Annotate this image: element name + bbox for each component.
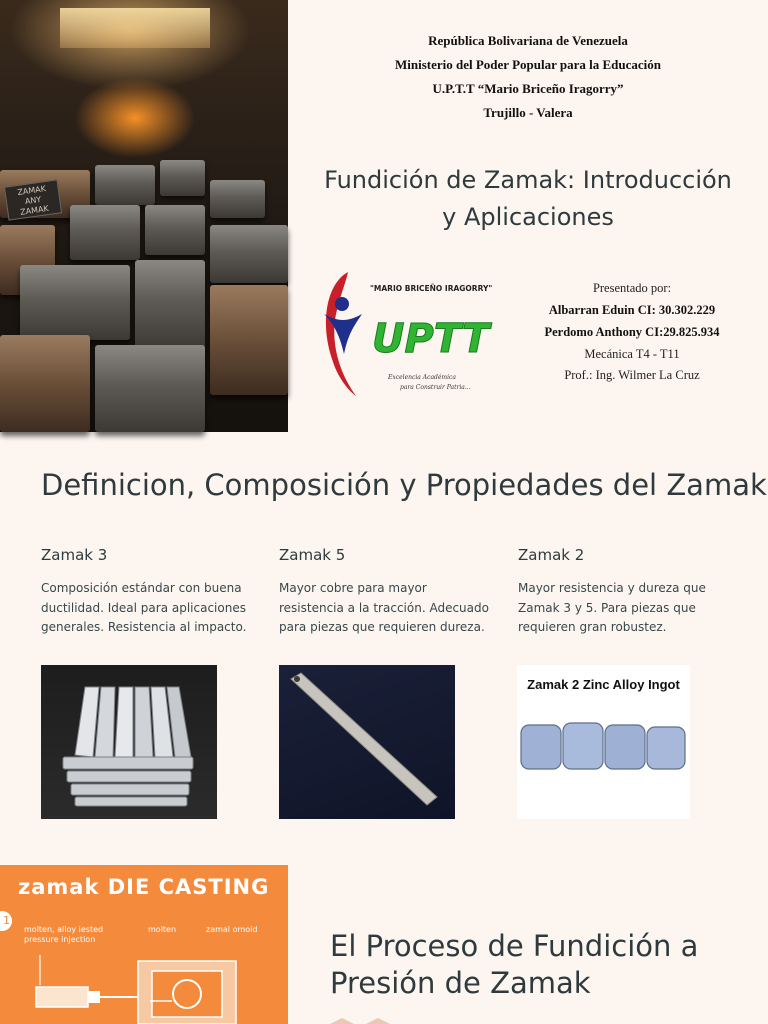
section-title-process: El Proceso de Fundición a Presión de Zamak — [330, 929, 699, 1000]
course: Mecánica T4 - T11 — [584, 347, 680, 361]
zamak3-photo — [41, 665, 217, 819]
zamak3-description: Composición estándar con buena ductilidad. Ideal para aplicaciones generales. Resistencia al impacto. — [41, 581, 247, 634]
ingot — [0, 335, 90, 432]
professor: Prof.: Ing. Wilmer La Cruz — [564, 368, 700, 382]
page-title: Fundición de Zamak: Introducción y Aplicaciones — [324, 166, 732, 231]
ingot-stamp: ZAMAK ANY ZAMAK — [4, 179, 62, 220]
zamak3-heading: Zamak 3 — [41, 546, 108, 564]
diagram-title: zamak DIE CASTING — [18, 875, 270, 899]
hero-ingot-photo — [0, 0, 288, 432]
diagram-label-mold: zamal omoid — [206, 925, 258, 934]
uptt-logo-graphic — [318, 264, 493, 400]
decorative-chevrons — [330, 1016, 390, 1024]
logo-tagline-1: Excelencia Académica — [388, 374, 456, 381]
diagram-label-injection: molten, alloy iested pressure injection — [24, 925, 104, 944]
zamak2-photo-caption: Zamak 2 Zinc Alloy Ingot — [527, 677, 680, 692]
ingot — [20, 265, 130, 340]
ingot — [95, 165, 155, 205]
author-1: Albarran Eduin CI: 30.302.229 — [548, 303, 716, 317]
ingot — [210, 285, 288, 395]
die-casting-diagram — [0, 865, 288, 1024]
author-2: Perdomo Anthony CI:29.825.934 — [544, 325, 720, 339]
logo-wordmark: UPTT — [372, 316, 490, 362]
presented-by-label: Presentado por: — [592, 281, 672, 295]
ingot — [70, 205, 140, 260]
ingot — [135, 260, 205, 350]
logo-tagline-2: para Construir Patria... — [400, 384, 471, 391]
zamak2-description: Mayor resistencia y dureza que Zamak 3 y 5. Para piezas que requieren gran robustez. — [518, 581, 706, 634]
header-ministry: Ministerio del Poder Popular para la Educación — [394, 57, 662, 72]
ingot — [210, 180, 265, 218]
ingot — [210, 225, 288, 283]
diagram-step-badge: 1 — [0, 911, 12, 931]
zamak5-photo — [279, 665, 455, 819]
diagram-label-molten: molten — [148, 925, 177, 934]
diagram-machine-graphic — [0, 945, 288, 1024]
header-university: U.P.T.T “Mario Briceño Iragorry” — [432, 81, 624, 96]
zamak2-photo — [517, 665, 690, 819]
zamak5-description: Mayor cobre para mayor resistencia a la tracción. Adecuado para piezas que requieren dureza. — [279, 581, 489, 634]
ingot — [145, 205, 205, 255]
uptt-logo — [318, 264, 493, 400]
ingot — [95, 345, 205, 432]
window-glow — [60, 8, 210, 48]
section-title-definition: Definicion, Composición y Propiedades del Zamak — [41, 468, 767, 502]
logo-top-text: "MARIO BRICEÑO IRAGORRY" — [370, 284, 493, 293]
header-location: Trujillo - Valera — [483, 105, 573, 120]
header-republic: República Bolivariana de Venezuela — [428, 33, 628, 48]
zamak5-heading: Zamak 5 — [279, 546, 346, 564]
zamak2-heading: Zamak 2 — [518, 546, 585, 564]
ingot — [160, 160, 205, 196]
